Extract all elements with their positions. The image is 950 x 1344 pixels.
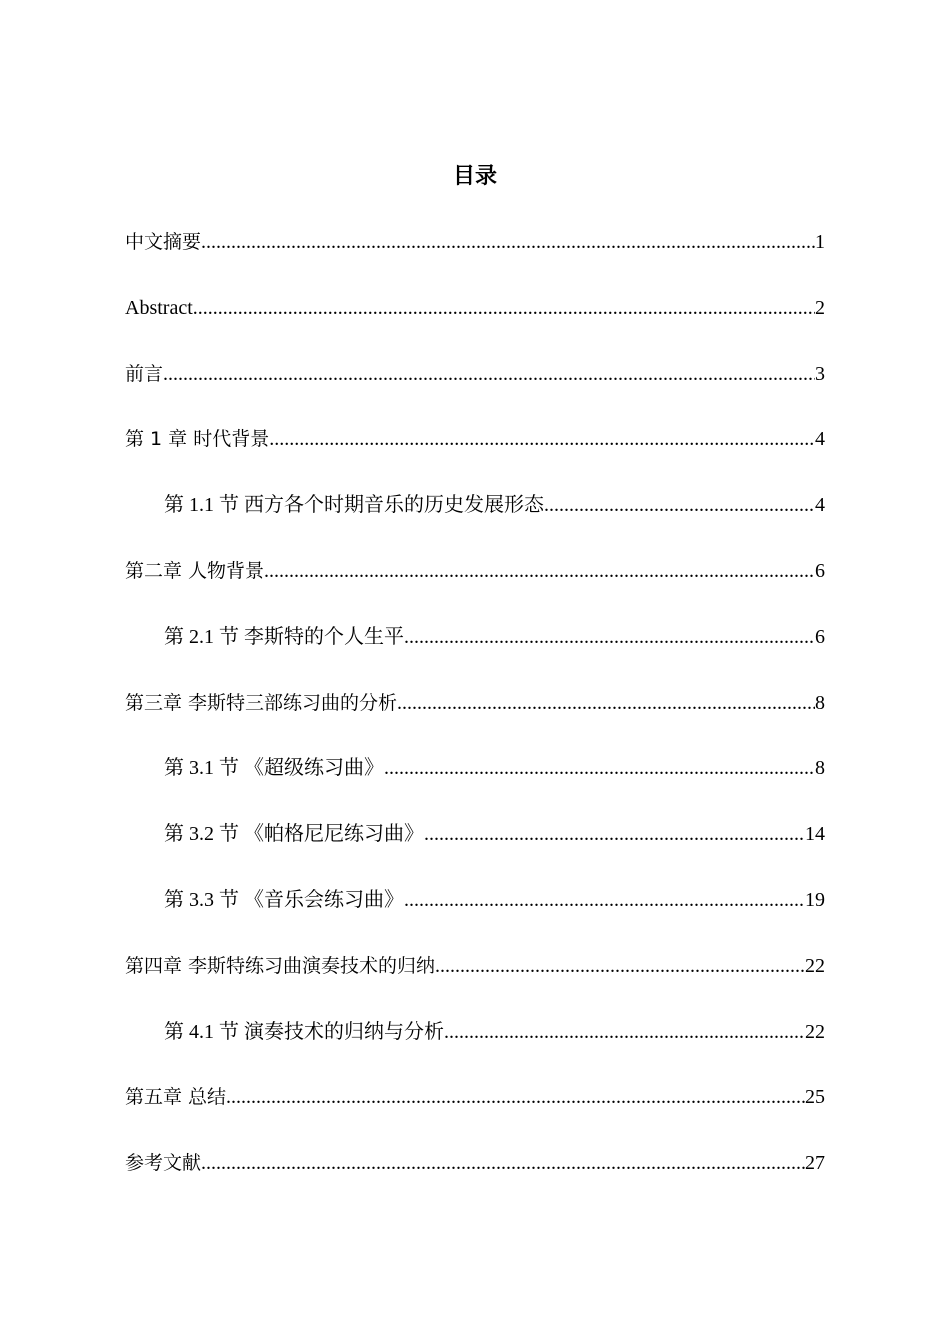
dot-leader (435, 948, 805, 984)
toc-entry-label: 第五章 总结 (125, 1086, 227, 1109)
toc-entry-page: 19 (805, 888, 825, 911)
dot-leader (424, 816, 805, 852)
toc-entry-references[interactable] (125, 1145, 825, 1211)
toc-entry-label: 参考文献 (125, 1152, 202, 1175)
dot-leader (269, 421, 815, 457)
toc-entry-chapter-1[interactable] (125, 421, 825, 487)
toc-entry-page: 1 (815, 231, 825, 253)
toc-entry-chapter-5[interactable] (125, 1079, 825, 1145)
toc-entry-page: 8 (815, 691, 825, 714)
toc-entry-section-3-2[interactable] (125, 816, 825, 882)
dot-leader (201, 1145, 805, 1181)
toc-entry-abstract-en[interactable] (125, 290, 825, 356)
dot-leader (444, 1014, 805, 1050)
toc-entry-section-3-1[interactable] (125, 750, 825, 816)
toc-entry-label: 第 3.2 节 《帕格尼尼练习曲》 (164, 823, 424, 846)
dot-leader (264, 553, 815, 589)
toc-entry-page: 2 (815, 296, 825, 319)
dot-leader (404, 882, 805, 918)
toc-entry-page: 27 (805, 1152, 825, 1175)
toc-entry-page: 3 (815, 362, 825, 385)
toc-entry-label: Abstract (125, 296, 193, 319)
dot-leader (397, 685, 815, 721)
toc-entry-chapter-4[interactable] (125, 948, 825, 1014)
toc-entry-page: 22 (805, 954, 825, 977)
toc-entry-chapter-2[interactable] (125, 553, 825, 619)
toc-entry-label: 第 1.1 节 西方各个时期音乐的历史发展形态 (164, 494, 544, 517)
toc-entry-section-3-3[interactable] (125, 882, 825, 948)
toc-entry-page: 4 (815, 428, 825, 451)
toc-entry-label: 第 3.3 节 《音乐会练习曲》 (164, 888, 404, 911)
toc-entry-chapter-3[interactable] (125, 685, 825, 751)
toc-entry-label: 第 4.1 节 演奏技术的归纳与分析 (164, 1020, 444, 1043)
toc-entry-section-2-1[interactable] (125, 619, 825, 685)
dot-leader (163, 356, 815, 392)
dot-leader (193, 290, 815, 326)
toc-entry-label: 第 3.1 节 《超级练习曲》 (164, 757, 384, 780)
toc-entry-label: 第 1 章 时代背景 (125, 428, 270, 451)
toc-entry-section-4-1[interactable] (125, 1014, 825, 1080)
toc-entry-page: 6 (815, 559, 825, 582)
toc-entry-page: 14 (805, 823, 825, 846)
toc-title: 目录 (452, 164, 497, 189)
dot-leader (226, 1079, 805, 1115)
dot-leader (201, 224, 815, 260)
toc-entry-label: 第 2.1 节 李斯特的个人生平 (164, 625, 404, 648)
toc-entry-section-1-1[interactable] (125, 487, 825, 553)
toc-entry-page: 8 (815, 757, 825, 780)
toc-entry-page: 25 (805, 1086, 825, 1109)
toc-entry-preface[interactable] (125, 356, 825, 422)
toc-list (125, 224, 825, 1211)
toc-entry-page: 6 (815, 625, 825, 648)
toc-entry-label: 第三章 李斯特三部练习曲的分析 (125, 691, 398, 714)
toc-entry-label: 第二章 人物背景 (125, 559, 265, 582)
toc-entry-page: 22 (805, 1020, 825, 1043)
toc-entry-page: 4 (815, 494, 825, 517)
toc-entry-abstract-cn[interactable] (125, 224, 825, 290)
dot-leader (404, 619, 815, 655)
toc-entry-label: 第四章 李斯特练习曲演奏技术的归纳 (125, 954, 436, 977)
toc-entry-label: 中文摘要 (125, 231, 202, 253)
toc-entry-label: 前言 (125, 362, 164, 385)
dot-leader (384, 750, 815, 786)
dot-leader (544, 487, 815, 523)
